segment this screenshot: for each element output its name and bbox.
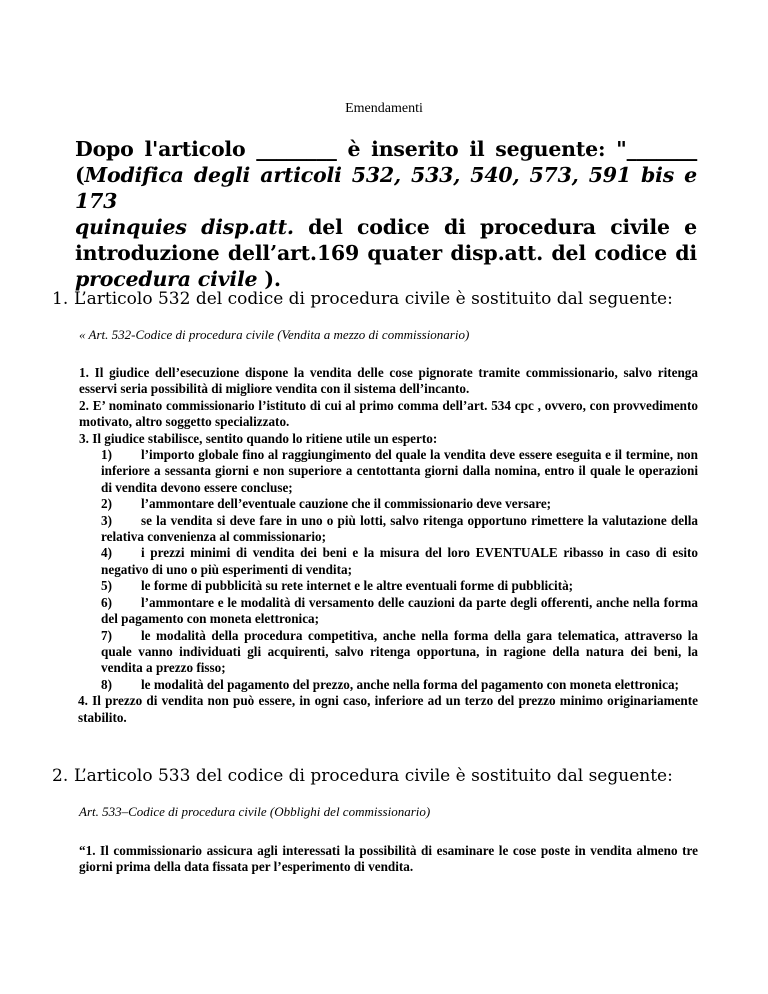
section-2-article-ref: Art. 533–Codice di procedura civile (Obblighi del commissionario) <box>79 804 431 819</box>
paragraph: 1. Il giudice dell’esecuzione dispone la vendita delle cose pignorate tramite commissionario, salvo ritenga esservi seria possibilità di migliore vendita con il sistema dell’incanto. <box>79 365 698 397</box>
section-1-title: 1. L’articolo 532 del codice di procedura civile è sostituito dal seguente: <box>52 289 673 309</box>
section-1-article-ref: « Art. 532-Codice di procedura civile (Vendita a mezzo di commissionario) <box>79 327 470 342</box>
section-2-body <box>79 843 698 876</box>
list-item: 2) l’ammontare dell’eventuale cauzione che il commissionario deve versare; <box>101 496 552 512</box>
page-header: Emendamenti <box>345 101 423 116</box>
section-2-title: 2. L’articolo 533 del codice di procedura civile è sostituito dal seguente: <box>52 766 673 786</box>
amendment-heading <box>75 136 697 292</box>
paragraph: “1. Il commissionario assicura agli interessati la possibilità di esaminare le cose poste in vendita almeno tre giorni prima della data fissata per l’esperimento di vendita. <box>79 843 698 875</box>
heading-line-5: procedura civile ). <box>75 267 281 291</box>
heading-line-1: Dopo l'articolo ________ è inserito il seguente: "_______ <box>75 137 697 161</box>
list-item: 3) se la vendita si deve fare in uno o più lotti, salvo ritenga opportuno rimettere la valutazione della relativa convenienza al commissionario; <box>101 512 698 545</box>
heading-line-3: quinquies disp.att. del codice di procedura civile e <box>75 215 697 239</box>
section-1-body <box>79 365 698 726</box>
list-item: 4) i prezzi minimi di vendita dei beni e la misura del loro EVENTUALE ribasso in caso di esito negativo di uno o più esperimenti di vendita; <box>101 545 698 577</box>
list-item: 8) le modalità del pagamento del prezzo, anche nella forma del pagamento con moneta elettronica; <box>101 676 679 692</box>
paragraph: 3. Il giudice stabilisce, sentito quando lo ritiene utile un esperto: <box>79 430 438 446</box>
list-item: 6) l’ammontare e le modalità di versamento delle cauzioni da parte degli offerenti, anche nella forma del pagamento con moneta elettronica; <box>101 594 698 627</box>
paragraph: 4. Il prezzo di vendita non può essere, in ogni caso, inferiore ad un terzo del prezzo minimo originariamente stabilito. <box>78 693 698 725</box>
list-items <box>79 447 698 693</box>
paragraph: 2. E’ nominato commissionario l’istituto di cui al primo comma dell’art. 534 cpc , ovvero, con provvedimento motivato, altro soggetto specializzato. <box>79 397 698 430</box>
heading-line-4: introduzione dell’art.169 quater disp.att. del codice di <box>75 241 697 265</box>
list-item: 1) l’importo globale fino al raggiungimento del quale la vendita deve essere eseguita e il termine, non inferiore a sessanta giorni e non superiore a centottanta giorni dalla nomina, entro il quale le operazioni di vendita devono essere concluse; <box>101 447 698 495</box>
list-item: 7) le modalità della procedura competitiva, anche nella forma della gara telematica, attraverso la quale vanno individuati gli acquirenti, salvo ritenga opportuna, in ragione della natura dei beni, la vendita a prezzo fisso; <box>101 627 698 676</box>
heading-line-2: (Modifica degli articoli 532, 533, 540, 573, 591 bis e 173 <box>75 163 697 213</box>
list-item: 5) le forme di pubblicità su rete internet e le altre eventuali forme di pubblicità; <box>101 578 574 594</box>
